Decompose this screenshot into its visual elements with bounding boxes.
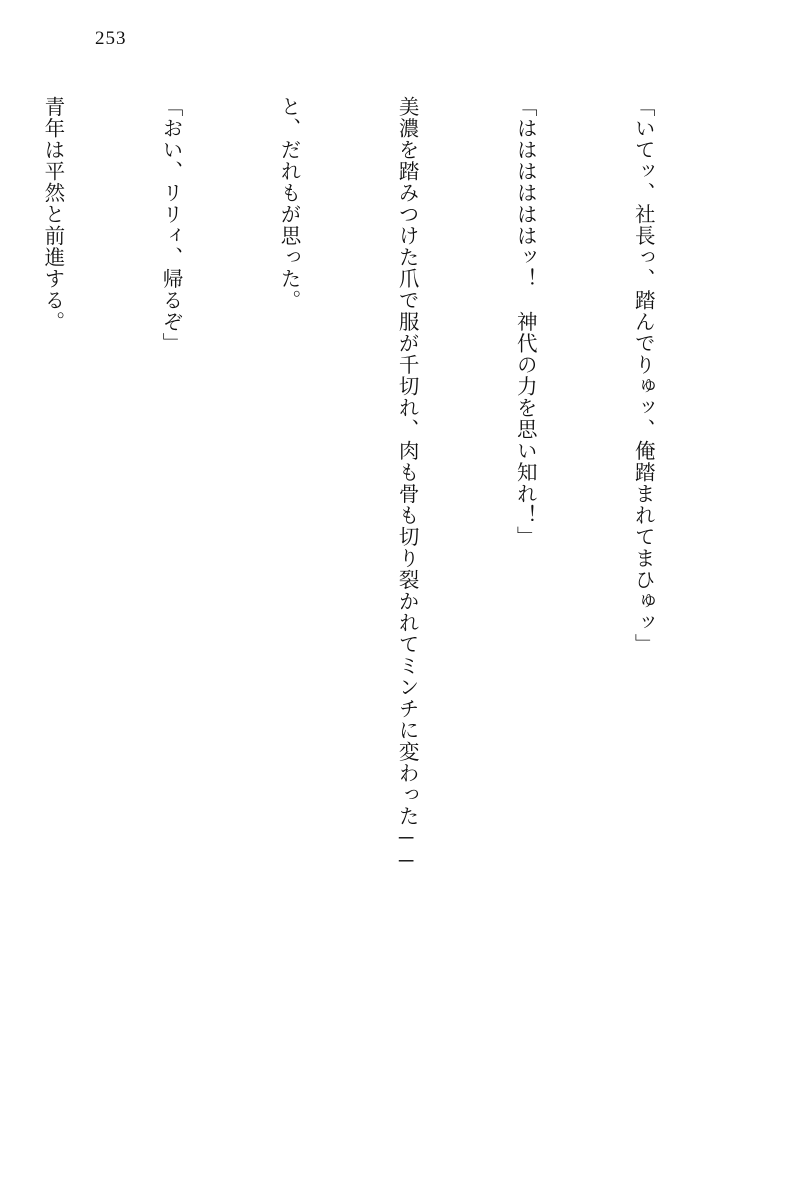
page-number: 253 — [95, 28, 127, 49]
text-line: 「いてッ、社長っ、踏んでりゅッ、俺踏まれてまひゅッ」 — [631, 96, 654, 655]
text-line: 「おい、リリィ、帰るぞ」 — [158, 96, 181, 354]
text-line: 「ははははははッ！ 神代の力を思い知れ！」 — [513, 96, 536, 548]
page-body-text — [40, 96, 740, 1106]
text-line: 美濃を踏みつけた爪で服が千切れ、肉も骨も切り裂かれてミンチに変わった── — [395, 96, 418, 873]
text-line: と、だれもが思った。 — [277, 96, 300, 311]
text-line: 青年は平然と前進する。 — [40, 96, 63, 333]
